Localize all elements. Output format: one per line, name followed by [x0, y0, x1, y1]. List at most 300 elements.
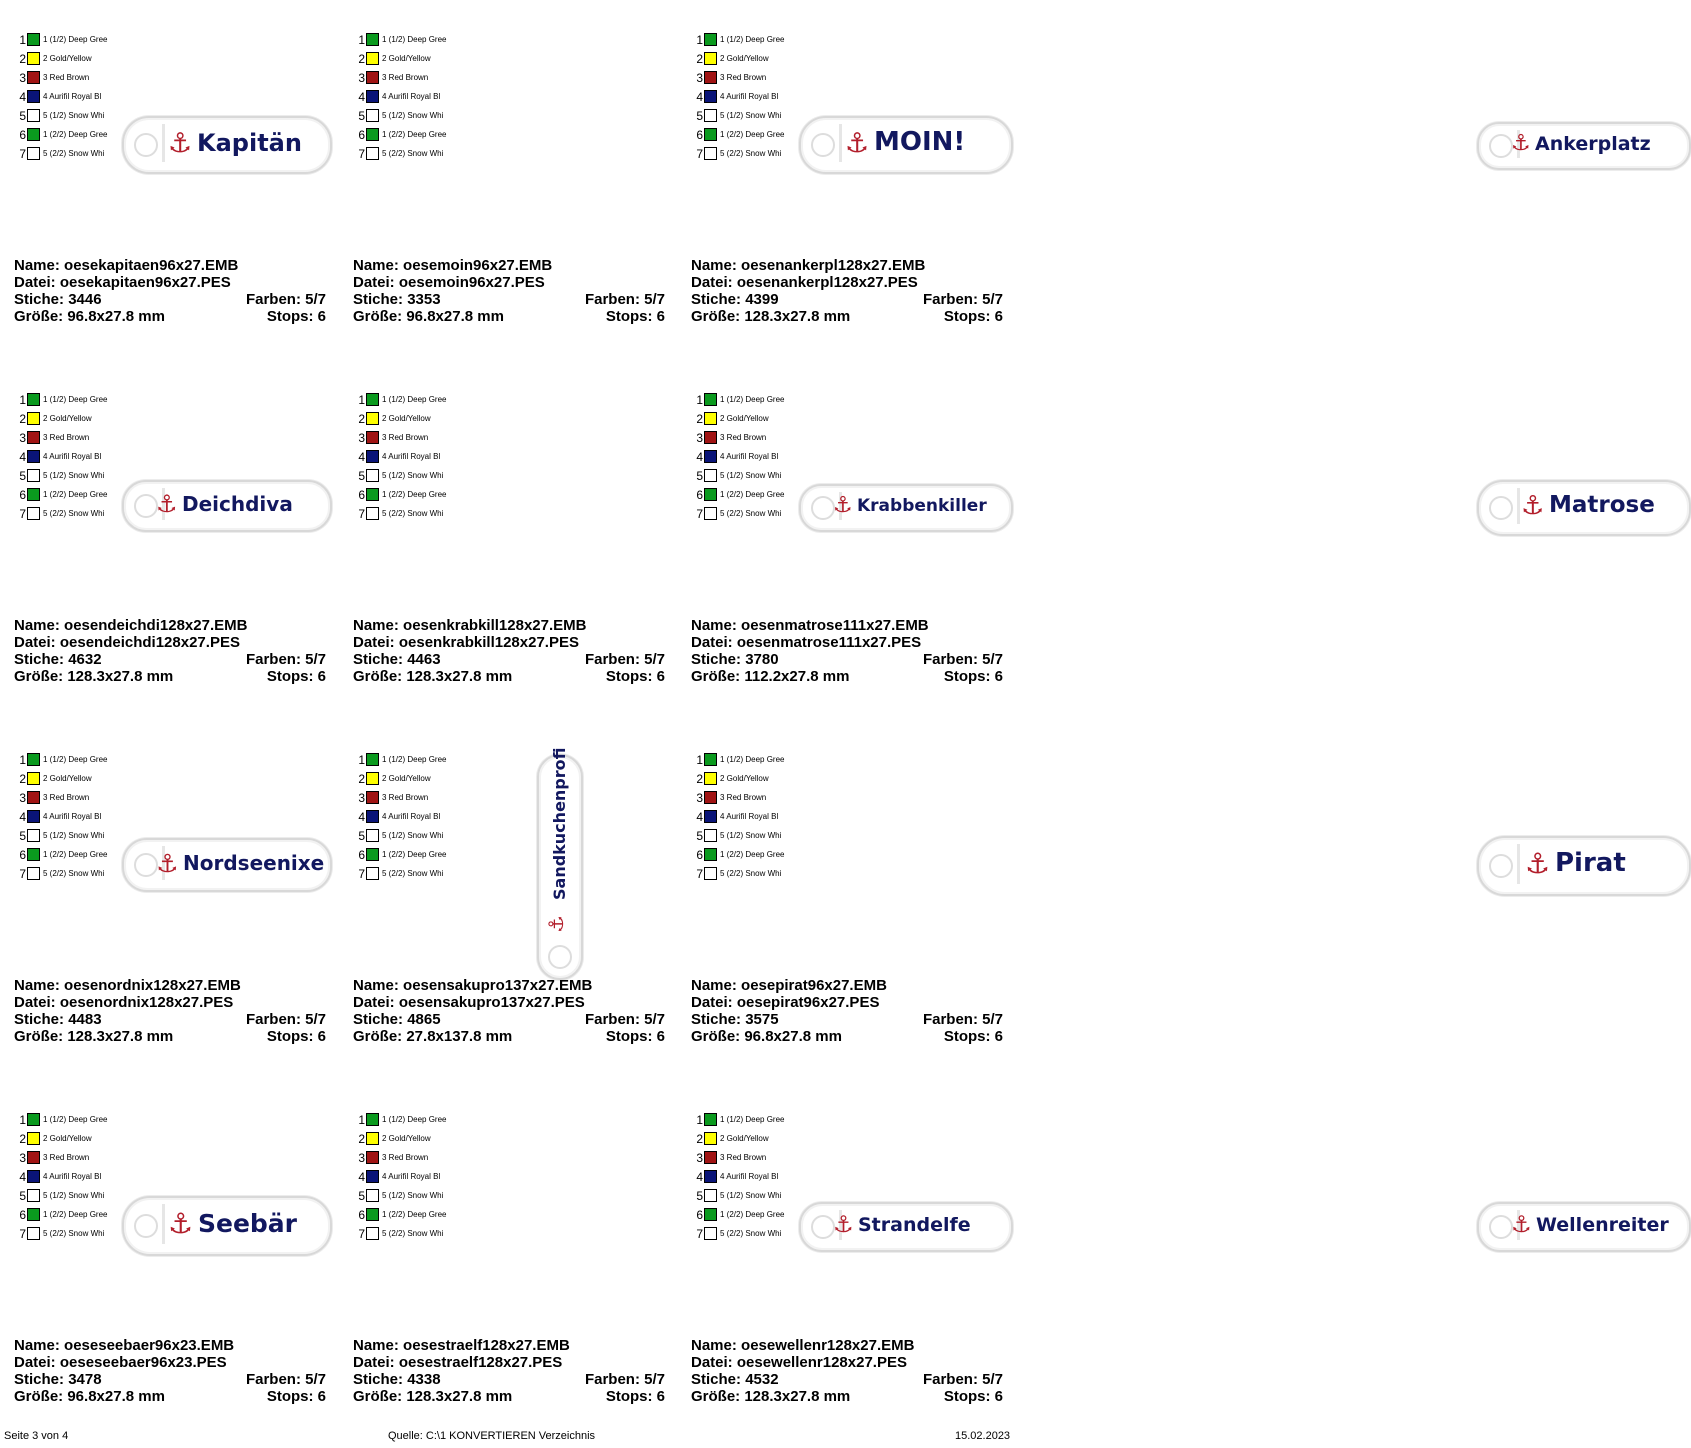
- anchor-icon: ⚓: [168, 1207, 194, 1240]
- thread-color-number: 5: [696, 108, 703, 123]
- thread-color-swatch: [27, 450, 40, 463]
- thread-color-number: 6: [19, 847, 26, 862]
- design-card: [14, 4, 334, 344]
- info-line: [14, 977, 326, 994]
- file-name-value: oesepirat96x27.EMB: [741, 977, 887, 994]
- stitch-count-value: 4483: [68, 1011, 102, 1028]
- info-line: [691, 617, 1003, 634]
- info-line: [691, 651, 1003, 668]
- file-name-value: oesendeichdi128x27.EMB: [64, 617, 248, 634]
- thread-color-number: 2: [19, 51, 26, 66]
- thread-color-swatch: [704, 1208, 717, 1221]
- design-size-value: 128.3x27.8 mm: [67, 1028, 174, 1045]
- thread-color-row: [14, 788, 126, 807]
- file-name-value: oesenankerpl128x27.EMB: [741, 257, 926, 274]
- design-info: [14, 617, 326, 685]
- thread-color-number: 2: [358, 51, 365, 66]
- stop-count-value: 6: [656, 308, 665, 325]
- thread-color-swatch: [704, 1132, 717, 1145]
- info-line: [353, 308, 665, 325]
- thread-color-row: [14, 106, 126, 125]
- stop-count-value: 6: [317, 308, 326, 325]
- thread-color-name: 5 (1/2) Snow Whi: [43, 471, 105, 480]
- stitch-count: [14, 651, 102, 668]
- thread-color-row: [353, 1110, 465, 1129]
- thread-color-name: 4 Aurifil Royal Bl: [43, 452, 102, 461]
- info-line: [691, 994, 1003, 1011]
- design-info: [691, 1337, 1003, 1405]
- thread-color-name: 2 Gold/Yellow: [382, 774, 431, 783]
- color-count: [246, 651, 326, 668]
- thread-color-swatch: [704, 412, 717, 425]
- file-datei-label: Datei:: [14, 994, 56, 1011]
- embroidery-text: Seebär: [198, 1209, 298, 1238]
- file-datei-label: Datei:: [14, 274, 56, 291]
- file-datei-label: Datei:: [14, 634, 56, 651]
- color-count-value: 5/7: [305, 651, 326, 668]
- thread-color-number: 6: [19, 1207, 26, 1222]
- thread-color-name: 5 (2/2) Snow Whi: [43, 509, 105, 518]
- thread-color-row: [353, 864, 465, 883]
- file-name-value: oesestraelf128x27.EMB: [403, 1337, 570, 1354]
- thread-color-number: 1: [19, 1112, 26, 1127]
- thread-color-swatch: [366, 1113, 379, 1126]
- file-name-label: Name:: [691, 977, 737, 994]
- thread-color-number: 3: [19, 70, 26, 85]
- file-datei-value: oesenmatrose111x27.PES: [736, 634, 922, 651]
- thread-color-swatch: [27, 1151, 40, 1164]
- keyfob-preview: [122, 116, 332, 174]
- thread-color-row: [353, 769, 465, 788]
- anchor-icon: ⚓: [168, 127, 193, 159]
- keyfob-preview: [122, 1196, 332, 1256]
- stop-count: [606, 668, 665, 685]
- thread-color-name: 5 (2/2) Snow Whi: [43, 149, 105, 158]
- thread-color-number: 7: [19, 866, 26, 881]
- thread-color-number: 1: [19, 752, 26, 767]
- thread-color-number: 3: [696, 790, 703, 805]
- thread-color-name: 5 (2/2) Snow Whi: [43, 869, 105, 878]
- file-datei-value: oesenkrabkill128x27.PES: [398, 634, 579, 651]
- design-info: [14, 257, 326, 325]
- file-name: [691, 617, 929, 634]
- thread-color-row: [14, 447, 126, 466]
- thread-color-name: 5 (1/2) Snow Whi: [43, 111, 105, 120]
- thread-color-swatch: [27, 128, 40, 141]
- thread-color-name: 3 Red Brown: [382, 1153, 429, 1162]
- thread-color-number: 7: [358, 146, 365, 161]
- info-line: [14, 1388, 326, 1405]
- color-count-label: Farben:: [584, 1011, 640, 1028]
- thread-color-swatch: [366, 469, 379, 482]
- stop-count-label: Stops:: [605, 1028, 653, 1045]
- keyfob-preview: [1477, 1202, 1691, 1252]
- stop-count-value: 6: [994, 668, 1003, 685]
- keyfob-preview: [1477, 480, 1691, 536]
- file-datei-value: oesenordnix128x27.PES: [59, 994, 234, 1011]
- thread-color-list: [691, 750, 803, 883]
- thread-color-name: 3 Red Brown: [720, 1153, 767, 1162]
- thread-color-swatch: [366, 1151, 379, 1164]
- thread-color-number: 5: [358, 468, 365, 483]
- file-name: [353, 1337, 570, 1354]
- thread-color-name: 1 (1/2) Deep Gree: [720, 35, 785, 44]
- thread-color-swatch: [366, 1208, 379, 1221]
- color-count-value: 5/7: [644, 291, 665, 308]
- thread-color-row: [14, 504, 126, 523]
- stop-count: [267, 1028, 326, 1045]
- file-name-value: oesekapitaen96x27.EMB: [64, 257, 239, 274]
- file-name-value: oesemoin96x27.EMB: [403, 257, 553, 274]
- thread-color-name: 4 Aurifil Royal Bl: [720, 1172, 779, 1181]
- embroidery-text: Matrose: [1549, 492, 1655, 519]
- thread-color-name: 5 (2/2) Snow Whi: [720, 869, 782, 878]
- file-name-label: Name:: [14, 257, 60, 274]
- thread-color-row: [353, 1167, 465, 1186]
- keyfob-eyelet: [134, 853, 158, 877]
- anchor-icon: ⚓: [845, 127, 870, 159]
- thread-color-row: [14, 87, 126, 106]
- keyfob-seam: [1517, 844, 1520, 884]
- thread-color-name: 5 (1/2) Snow Whi: [720, 471, 782, 480]
- file-name: [353, 977, 592, 994]
- thread-color-name: 1 (2/2) Deep Gree: [382, 130, 447, 139]
- stop-count: [944, 308, 1003, 325]
- file-datei-label: Datei:: [691, 634, 733, 651]
- stop-count-label: Stops:: [266, 668, 314, 685]
- file-datei-label: Datei:: [691, 994, 733, 1011]
- thread-color-number: 5: [696, 468, 703, 483]
- thread-color-swatch: [704, 507, 717, 520]
- design-size: [353, 1028, 512, 1045]
- thread-color-swatch: [366, 810, 379, 823]
- keyfob-preview: [1477, 122, 1691, 170]
- thread-color-list: [353, 390, 465, 523]
- thread-color-name: 1 (2/2) Deep Gree: [43, 1210, 108, 1219]
- color-count-value: 5/7: [644, 1011, 665, 1028]
- info-line: [691, 668, 1003, 685]
- thread-color-number: 3: [358, 70, 365, 85]
- stop-count: [944, 1028, 1003, 1045]
- thread-color-swatch: [704, 1227, 717, 1240]
- file-datei-label: Datei:: [353, 274, 395, 291]
- thread-color-name: 2 Gold/Yellow: [382, 1134, 431, 1143]
- thread-color-row: [691, 428, 803, 447]
- design-info: [353, 257, 665, 325]
- design-size: [691, 668, 849, 685]
- info-line: [353, 651, 665, 668]
- stitch-count-value: 4463: [407, 651, 441, 668]
- thread-color-list: [353, 1110, 465, 1243]
- thread-color-number: 4: [358, 89, 365, 104]
- thread-color-row: [14, 845, 126, 864]
- info-line: [14, 257, 326, 274]
- thread-color-swatch: [366, 147, 379, 160]
- stop-count-label: Stops:: [943, 1388, 991, 1405]
- thread-color-number: 5: [19, 108, 26, 123]
- keyfob-eyelet: [134, 133, 158, 157]
- stitch-count-label: Stiche:: [14, 1371, 65, 1388]
- thread-color-swatch: [27, 109, 40, 122]
- thread-color-swatch: [704, 829, 717, 842]
- thread-color-row: [353, 826, 465, 845]
- embroidery-text: Kapitän: [197, 128, 302, 157]
- color-count-value: 5/7: [305, 1371, 326, 1388]
- stitch-count-label: Stiche:: [691, 291, 742, 308]
- design-info: [353, 977, 665, 1045]
- stop-count-value: 6: [656, 1388, 665, 1405]
- stitch-count-value: 3780: [745, 651, 779, 668]
- stop-count: [267, 1388, 326, 1405]
- file-name-value: oeseseebaer96x23.EMB: [64, 1337, 235, 1354]
- file-datei-label: Datei:: [353, 994, 395, 1011]
- thread-color-row: [691, 807, 803, 826]
- footer-source: Quelle: C:\1 KONVERTIEREN Verzeichnis: [388, 1430, 596, 1442]
- file-datei-value: oesewellenr128x27.PES: [736, 1354, 907, 1371]
- thread-color-number: 5: [358, 828, 365, 843]
- thread-color-name: 4 Aurifil Royal Bl: [43, 1172, 102, 1181]
- thread-color-swatch: [27, 488, 40, 501]
- thread-color-number: 4: [358, 1169, 365, 1184]
- thread-color-swatch: [366, 1170, 379, 1183]
- thread-color-row: [14, 750, 126, 769]
- thread-color-name: 1 (1/2) Deep Gree: [43, 755, 108, 764]
- color-count-label: Farben:: [245, 1371, 301, 1388]
- thread-color-row: [14, 1205, 126, 1224]
- stitch-count: [691, 651, 779, 668]
- thread-color-list: [14, 1110, 126, 1243]
- thread-color-name: 5 (2/2) Snow Whi: [382, 149, 444, 158]
- file-datei-value: oesepirat96x27.PES: [736, 994, 880, 1011]
- thread-color-row: [353, 504, 465, 523]
- thread-color-name: 4 Aurifil Royal Bl: [382, 452, 441, 461]
- file-datei-value: oesendeichdi128x27.PES: [59, 634, 240, 651]
- thread-color-number: 6: [696, 1207, 703, 1222]
- keyfob-eyelet: [1489, 854, 1513, 878]
- stop-count-value: 6: [317, 1028, 326, 1045]
- thread-color-row: [691, 845, 803, 864]
- color-count-label: Farben:: [922, 1011, 978, 1028]
- thread-color-number: 3: [696, 1150, 703, 1165]
- stop-count: [944, 668, 1003, 685]
- thread-color-number: 3: [358, 430, 365, 445]
- thread-color-row: [691, 864, 803, 883]
- thread-color-number: 7: [19, 146, 26, 161]
- thread-color-name: 1 (2/2) Deep Gree: [43, 850, 108, 859]
- thread-color-swatch: [366, 791, 379, 804]
- keyfob-eyelet: [1489, 1215, 1513, 1239]
- info-line: [14, 634, 326, 651]
- color-count-label: Farben:: [922, 291, 978, 308]
- info-line: [14, 994, 326, 1011]
- file-datei-label: Datei:: [353, 1354, 395, 1371]
- thread-color-name: 4 Aurifil Royal Bl: [720, 812, 779, 821]
- file-name: [691, 257, 925, 274]
- thread-color-swatch: [366, 1132, 379, 1145]
- keyfob-preview: [1477, 836, 1691, 896]
- thread-color-row: [14, 1129, 126, 1148]
- thread-color-row: [691, 826, 803, 845]
- stop-count-label: Stops:: [605, 308, 653, 325]
- thread-color-name: 5 (2/2) Snow Whi: [382, 1229, 444, 1238]
- file-name: [14, 257, 238, 274]
- color-count: [585, 651, 665, 668]
- stop-count-label: Stops:: [605, 1388, 653, 1405]
- thread-color-row: [691, 466, 803, 485]
- info-line: [691, 977, 1003, 994]
- thread-color-number: 6: [358, 1207, 365, 1222]
- thread-color-row: [14, 826, 126, 845]
- design-size-value: 96.8x27.8 mm: [67, 308, 165, 325]
- thread-color-name: 1 (1/2) Deep Gree: [43, 395, 108, 404]
- file-name: [691, 1337, 914, 1354]
- file-datei-value: oesestraelf128x27.PES: [398, 1354, 563, 1371]
- thread-color-row: [691, 1110, 803, 1129]
- info-line: [691, 1011, 1003, 1028]
- thread-color-number: 4: [19, 809, 26, 824]
- thread-color-row: [14, 409, 126, 428]
- thread-color-row: [353, 144, 465, 163]
- thread-color-number: 3: [19, 790, 26, 805]
- thread-color-swatch: [366, 867, 379, 880]
- design-card: [691, 1084, 1669, 1424]
- thread-color-row: [691, 144, 803, 163]
- design-info: [353, 617, 665, 685]
- thread-color-swatch: [27, 829, 40, 842]
- keyfob-seam: [162, 1204, 165, 1244]
- file-name-value: oesensakupro137x27.EMB: [403, 977, 593, 994]
- stitch-count-label: Stiche:: [353, 291, 404, 308]
- thread-color-name: 5 (1/2) Snow Whi: [382, 831, 444, 840]
- thread-color-row: [691, 125, 803, 144]
- stitch-count-value: 4532: [745, 1371, 779, 1388]
- anchor-icon: ⚓: [833, 493, 853, 518]
- thread-color-number: 1: [696, 32, 703, 47]
- stop-count-value: 6: [994, 1028, 1003, 1045]
- thread-color-row: [691, 1186, 803, 1205]
- thread-color-row: [691, 1167, 803, 1186]
- thread-color-list: [14, 390, 126, 523]
- stop-count: [606, 1388, 665, 1405]
- thread-color-row: [14, 144, 126, 163]
- info-line: [14, 617, 326, 634]
- thread-color-name: 4 Aurifil Royal Bl: [382, 1172, 441, 1181]
- thread-color-swatch: [27, 772, 40, 785]
- stop-count-value: 6: [317, 668, 326, 685]
- thread-color-name: 1 (2/2) Deep Gree: [720, 490, 785, 499]
- embroidery-text: Wellenreiter: [1536, 1213, 1669, 1236]
- thread-color-swatch: [704, 90, 717, 103]
- thread-color-row: [14, 1167, 126, 1186]
- thread-color-number: 3: [358, 1150, 365, 1165]
- thread-color-number: 3: [696, 430, 703, 445]
- thread-color-swatch: [704, 753, 717, 766]
- thread-color-swatch: [704, 52, 717, 65]
- design-size: [14, 668, 173, 685]
- thread-color-swatch: [704, 393, 717, 406]
- design-size: [691, 308, 850, 325]
- file-name-label: Name:: [14, 1337, 60, 1354]
- stitch-count: [691, 1371, 779, 1388]
- thread-color-row: [691, 49, 803, 68]
- design-size-label: Größe:: [14, 308, 64, 325]
- thread-color-list: [691, 390, 803, 523]
- thread-color-number: 5: [19, 828, 26, 843]
- thread-color-name: 3 Red Brown: [720, 433, 767, 442]
- info-line: [353, 617, 665, 634]
- thread-color-number: 1: [696, 752, 703, 767]
- thread-color-swatch: [366, 848, 379, 861]
- stitch-count: [14, 1011, 102, 1028]
- thread-color-swatch: [366, 488, 379, 501]
- thread-color-row: [353, 30, 465, 49]
- stitch-count-value: 4632: [68, 651, 102, 668]
- color-count: [246, 291, 326, 308]
- info-line: [691, 1388, 1003, 1405]
- embroidery-text: Pirat: [1555, 848, 1626, 879]
- thread-color-row: [14, 1148, 126, 1167]
- thread-color-swatch: [27, 147, 40, 160]
- design-size-label: Größe:: [14, 1028, 64, 1045]
- anchor-icon: ⚓: [156, 490, 178, 518]
- info-line: [691, 274, 1003, 291]
- thread-color-name: 1 (1/2) Deep Gree: [720, 755, 785, 764]
- thread-color-swatch: [27, 1227, 40, 1240]
- thread-color-row: [353, 87, 465, 106]
- thread-color-number: 3: [19, 430, 26, 445]
- stitch-count-label: Stiche:: [14, 1011, 65, 1028]
- design-size-label: Größe:: [353, 1388, 403, 1405]
- info-line: [14, 1337, 326, 1354]
- file-name: [14, 617, 247, 634]
- file-datei-label: Datei:: [691, 274, 733, 291]
- thread-color-row: [691, 106, 803, 125]
- info-line: [691, 257, 1003, 274]
- thread-color-row: [14, 769, 126, 788]
- thread-color-number: 4: [19, 1169, 26, 1184]
- design-card: [691, 724, 1626, 1064]
- thread-color-row: [14, 30, 126, 49]
- embroidery-text: MOIN!: [874, 127, 966, 158]
- color-count: [923, 291, 1003, 308]
- design-size: [14, 1028, 173, 1045]
- thread-color-row: [691, 1224, 803, 1243]
- thread-color-name: 1 (1/2) Deep Gree: [382, 35, 447, 44]
- design-info: [691, 617, 1003, 685]
- design-info: [691, 257, 1003, 325]
- keyfob-eyelet: [1489, 496, 1513, 520]
- thread-color-number: 2: [19, 1131, 26, 1146]
- thread-color-swatch: [366, 772, 379, 785]
- file-name: [353, 617, 586, 634]
- thread-color-number: 1: [358, 392, 365, 407]
- thread-color-swatch: [366, 128, 379, 141]
- thread-color-row: [353, 750, 465, 769]
- thread-color-row: [14, 68, 126, 87]
- color-count-label: Farben:: [584, 291, 640, 308]
- thread-color-swatch: [704, 810, 717, 823]
- color-count-value: 5/7: [982, 1011, 1003, 1028]
- thread-color-swatch: [704, 431, 717, 444]
- color-count: [246, 1011, 326, 1028]
- info-line: [353, 668, 665, 685]
- color-count-value: 5/7: [305, 291, 326, 308]
- file-name-value: oesenmatrose111x27.EMB: [741, 617, 929, 634]
- thread-color-name: 1 (1/2) Deep Gree: [43, 35, 108, 44]
- info-line: [14, 1011, 326, 1028]
- thread-color-swatch: [366, 412, 379, 425]
- file-datei: [691, 994, 879, 1011]
